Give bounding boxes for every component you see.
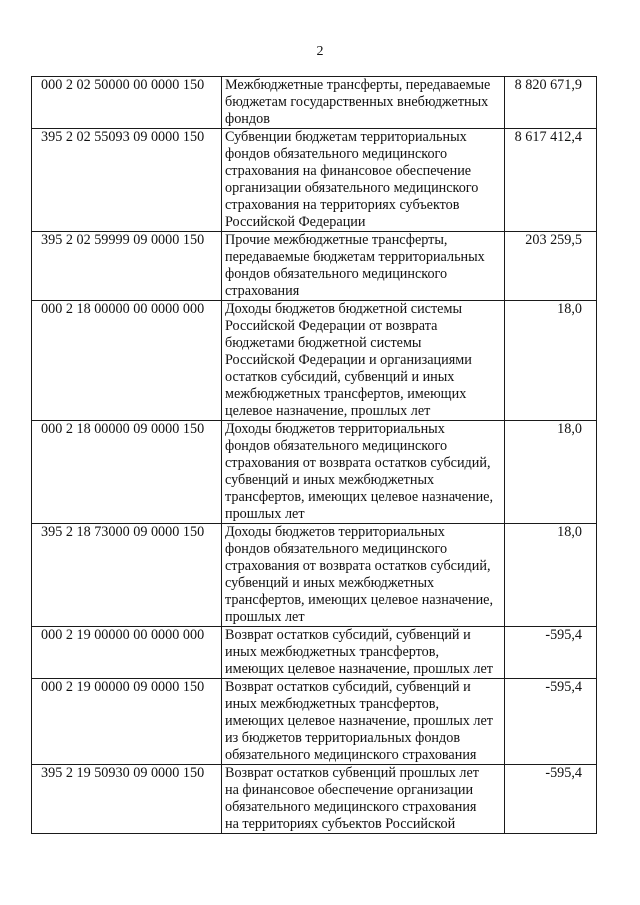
revenue-name-line: страхования от возврата остатков субсидий, bbox=[225, 558, 491, 574]
revenue-name-line: субвенций и иных межбюджетных bbox=[225, 575, 435, 591]
budget-code-cell: 000 2 02 50000 00 0000 150 bbox=[32, 77, 222, 129]
amount-cell: 203 259,5 bbox=[505, 232, 597, 301]
revenue-name-line: обязательного медицинского страхования bbox=[225, 747, 477, 763]
revenue-name-cell bbox=[222, 765, 505, 834]
revenue-name-line: фондов обязательного медицинского bbox=[225, 438, 448, 454]
revenue-name-line: страхования от возврата остатков субсидий, bbox=[225, 455, 491, 471]
revenue-name-line: трансфертов, имеющих целевое назначение, bbox=[225, 489, 494, 505]
budget-code-cell: 395 2 02 59999 09 0000 150 bbox=[32, 232, 222, 301]
revenue-name-line: фондов bbox=[225, 111, 270, 127]
amount-cell: 18,0 bbox=[505, 301, 597, 421]
revenue-name-line: бюджетами бюджетной системы bbox=[225, 335, 422, 351]
table-row bbox=[32, 77, 597, 129]
revenue-name-line: на территориях субъектов Российской bbox=[225, 816, 456, 832]
budget-code-cell: 395 2 18 73000 09 0000 150 bbox=[32, 524, 222, 627]
revenue-name-line: на финансовое обеспечение организации bbox=[225, 782, 474, 798]
revenue-name-line: фондов обязательного медицинского bbox=[225, 541, 448, 557]
revenue-name-cell bbox=[222, 421, 505, 524]
revenue-name-line: Российской Федерации от возврата bbox=[225, 318, 438, 334]
revenue-name-line: имеющих целевое назначение, прошлых лет bbox=[225, 713, 493, 729]
revenue-name-line: Возврат остатков субсидий, субвенций и bbox=[225, 627, 471, 643]
revenue-name-line: Субвенции бюджетам территориальных bbox=[225, 129, 467, 145]
amount-cell: 8 820 671,9 bbox=[505, 77, 597, 129]
amount-cell: -595,4 bbox=[505, 679, 597, 765]
table-row bbox=[32, 524, 597, 627]
revenue-name-line: Доходы бюджетов бюджетной системы bbox=[225, 301, 462, 317]
revenue-name-line: обязательного медицинского страхования bbox=[225, 799, 477, 815]
revenue-name-line: целевое назначение, прошлых лет bbox=[225, 403, 431, 419]
table-body bbox=[32, 77, 597, 834]
revenue-name-cell bbox=[222, 77, 505, 129]
amount-cell: 18,0 bbox=[505, 421, 597, 524]
revenue-name-line: прошлых лет bbox=[225, 506, 305, 522]
revenue-name-cell bbox=[222, 301, 505, 421]
revenue-name-line: страхования на финансовое обеспечение bbox=[225, 163, 472, 179]
revenue-name-line: Доходы бюджетов территориальных bbox=[225, 421, 445, 437]
revenue-name-line: иных межбюджетных трансфертов, bbox=[225, 644, 440, 660]
revenue-name-line: Межбюджетные трансферты, передаваемые bbox=[225, 77, 491, 93]
revenue-name-cell bbox=[222, 232, 505, 301]
table-row bbox=[32, 765, 597, 834]
revenue-name-line: имеющих целевое назначение, прошлых лет bbox=[225, 661, 493, 677]
revenue-name-line: иных межбюджетных трансфертов, bbox=[225, 696, 440, 712]
revenue-name-line: Возврат остатков субвенций прошлых лет bbox=[225, 765, 479, 781]
budget-code-cell: 395 2 19 50930 09 0000 150 bbox=[32, 765, 222, 834]
table-row bbox=[32, 232, 597, 301]
amount-cell: -595,4 bbox=[505, 627, 597, 679]
revenue-name-line: остатков субсидий, субвенций и иных bbox=[225, 369, 455, 385]
amount-cell: 18,0 bbox=[505, 524, 597, 627]
page-number: 2 bbox=[316, 44, 324, 59]
revenue-name-cell bbox=[222, 129, 505, 232]
revenue-name-line: из бюджетов территориальных фондов bbox=[225, 730, 461, 746]
table-row bbox=[32, 129, 597, 232]
table-row bbox=[32, 301, 597, 421]
revenue-name-line: страхования на территориях субъектов bbox=[225, 197, 460, 213]
budget-code-cell: 395 2 02 55093 09 0000 150 bbox=[32, 129, 222, 232]
revenue-name-line: организации обязательного медицинского bbox=[225, 180, 479, 196]
revenue-name-line: фондов обязательного медицинского bbox=[225, 146, 448, 162]
table-row bbox=[32, 421, 597, 524]
revenue-name-line: бюджетам государственных внебюджетных bbox=[225, 94, 489, 110]
revenue-name-line: межбюджетных трансфертов, имеющих bbox=[225, 386, 467, 402]
amount-cell: -595,4 bbox=[505, 765, 597, 834]
budget-revenue-table bbox=[31, 76, 597, 834]
table-row bbox=[32, 627, 597, 679]
revenue-name-line: Прочие межбюджетные трансферты, bbox=[225, 232, 448, 248]
budget-code-cell: 000 2 18 00000 00 0000 000 bbox=[32, 301, 222, 421]
table-row bbox=[32, 679, 597, 765]
revenue-name-line: Российской Федерации и организациями bbox=[225, 352, 472, 368]
revenue-name-line: страхования bbox=[225, 283, 300, 299]
amount-cell: 8 617 412,4 bbox=[505, 129, 597, 232]
revenue-name-cell bbox=[222, 627, 505, 679]
revenue-name-line: прошлых лет bbox=[225, 609, 305, 625]
budget-code-cell: 000 2 18 00000 09 0000 150 bbox=[32, 421, 222, 524]
revenue-name-line: Российской Федерации bbox=[225, 214, 366, 230]
revenue-name-cell bbox=[222, 524, 505, 627]
revenue-name-cell bbox=[222, 679, 505, 765]
budget-code-cell: 000 2 19 00000 09 0000 150 bbox=[32, 679, 222, 765]
revenue-name-line: фондов обязательного медицинского bbox=[225, 266, 448, 282]
revenue-name-line: трансфертов, имеющих целевое назначение, bbox=[225, 592, 494, 608]
revenue-name-line: Возврат остатков субсидий, субвенций и bbox=[225, 679, 471, 695]
revenue-name-line: Доходы бюджетов территориальных bbox=[225, 524, 445, 540]
revenue-name-line: субвенций и иных межбюджетных bbox=[225, 472, 435, 488]
revenue-name-line: передаваемые бюджетам территориальных bbox=[225, 249, 485, 265]
budget-code-cell: 000 2 19 00000 00 0000 000 bbox=[32, 627, 222, 679]
